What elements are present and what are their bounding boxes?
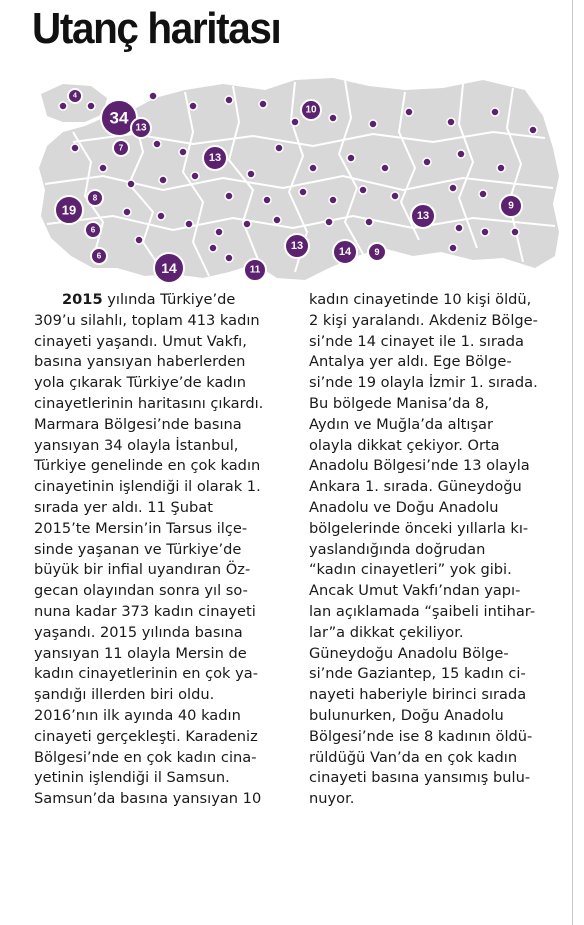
article-line: yaşandı. 2015 yılında basına: [34, 623, 243, 641]
province-count-label: 6: [90, 225, 96, 235]
province-count-label: 7: [118, 143, 124, 153]
article-line: Ankara 1. sırada. Güneydoğu: [309, 478, 522, 496]
province-dot: [159, 176, 167, 184]
turkey-map: [33, 72, 563, 295]
article-line: kadın cinayetlerinin en çok ya-: [34, 665, 258, 683]
article-line: Türkiye genelinde en çok kadın: [34, 457, 261, 475]
province-dot: [225, 192, 233, 200]
article-line: cinayetlerinin haritasını çıkardı.: [34, 394, 264, 412]
article-line: sırada yer aldı. 11 Şubat: [34, 498, 213, 516]
article-line: rüldüğü Van’da en çok kadın: [309, 748, 518, 766]
article-line: nuna kadar 373 kadın cinayeti: [34, 602, 256, 620]
province-count-label: 6: [96, 251, 102, 261]
article-line: Antalya yer aldı. Ege Bölge-: [309, 353, 512, 371]
article-line: cinayeti gerçekleşti. Karadeniz: [34, 727, 258, 745]
province-dot: [275, 144, 283, 152]
article-line: [34, 290, 287, 311]
province-dot: [71, 144, 79, 152]
province-dot: [369, 120, 377, 128]
article-line: Marmara Bölgesi’nde basına: [34, 415, 242, 433]
article-line: yaslandığında doğrudan: [309, 540, 486, 558]
province-count-label: 9: [374, 247, 380, 257]
article-line: yansıyan 34 olayla İstanbul,: [34, 436, 239, 454]
province-count-label: 11: [249, 264, 261, 276]
page-edge-rule: [572, 0, 584, 925]
article-line: si’nde 19 olayla İzmir 1. sırada.: [309, 374, 538, 392]
province-dot: [457, 150, 465, 158]
province-count-label: 9: [508, 200, 514, 212]
article-line: nayeti haberiyle birinci sırada: [309, 686, 527, 704]
province-dot: [179, 148, 187, 156]
province-dot: [449, 244, 457, 252]
province-dot: [273, 216, 281, 224]
article-column-left: [34, 290, 287, 810]
article-line: bölgelerinde önceki yıllarla kı-: [309, 519, 529, 537]
article-line: si’nde 14 cinayet ile 1. sırada: [309, 332, 524, 350]
province-count-label: 14: [338, 246, 352, 258]
article-line: Anadolu ve Doğu Anadolu: [309, 498, 499, 516]
province-count-label: 14: [161, 260, 177, 276]
article-line: Anadolu Bölgesi’nde 13 olayla: [309, 457, 530, 475]
article-line: şandığı illerden biri oldu.: [34, 686, 215, 704]
province-dot: [529, 126, 537, 134]
province-dot: [481, 228, 489, 236]
province-dot: [247, 170, 255, 178]
article-line: 2015’te Mersin’in Tarsus ilçe-: [34, 519, 248, 537]
article-line: nuyor.: [309, 790, 355, 808]
province-count-label: 13: [290, 240, 304, 252]
province-dot: [309, 164, 317, 172]
province-dot: [189, 102, 197, 110]
article-column-right: [309, 290, 562, 810]
article-line: 2 kişi yaralandı. Akdeniz Bölge-: [309, 311, 538, 329]
province-dot: [329, 114, 337, 122]
province-dot: [215, 228, 223, 236]
province-dot: [123, 208, 131, 216]
province-dot: [405, 108, 413, 116]
province-dot: [225, 254, 233, 262]
article-line: cinayeti basına yansımış bulu-: [309, 769, 531, 787]
province-dot: [127, 180, 135, 188]
province-dot: [347, 154, 355, 162]
article-line: cinayetinin işlendiği il olarak 1.: [34, 478, 261, 496]
article-line: Bu bölgede Manisa’da 8,: [309, 394, 490, 412]
province-dot: [449, 184, 457, 192]
headline: Utanç haritası: [32, 4, 281, 53]
article-lead-year: 2015: [62, 291, 103, 308]
province-dot: [157, 212, 165, 220]
article-line: Bölgesi’nde en çok kadın cina-: [34, 748, 257, 766]
article-lead-text: yılında Türkiye’de: [102, 291, 236, 308]
article-line: Ancak Umut Vakfı’ndan yapı-: [309, 582, 521, 600]
province-dot: [149, 92, 157, 100]
article-line: cinayeti yaşandı. Umut Vakfı,: [34, 332, 247, 350]
province-dot: [135, 236, 143, 244]
province-dot: [423, 158, 431, 166]
province-dot: [263, 196, 271, 204]
province-count-label: 13: [416, 210, 430, 222]
article-line: büyük bir infial uyandıran Öz-: [34, 561, 251, 579]
province-dot: [299, 188, 307, 196]
province-dot: [87, 102, 95, 110]
article-line: basına yansıyan haberlerden: [34, 353, 246, 371]
province-dot: [455, 224, 463, 232]
article-line: kadın cinayetinde 10 kişi öldü,: [309, 291, 532, 308]
article-line: si’nde Gaziantep, 15 kadın ci-: [309, 665, 526, 683]
province-count-label: 8: [92, 193, 98, 203]
province-dot: [153, 140, 161, 148]
province-count-label: 4: [73, 92, 77, 100]
province-dot: [59, 102, 67, 110]
article-line: olayla dikkat çekiyor. Orta: [309, 436, 500, 454]
province-dot: [491, 108, 499, 116]
province-dot: [391, 192, 399, 200]
article-line: yetinin işlendiği il Samsun.: [34, 769, 230, 787]
province-dot: [291, 118, 299, 126]
article-line: 2016’nın ilk ayında 40 kadın: [34, 706, 241, 724]
province-dot: [511, 228, 519, 236]
article-line: gecan olayından sonra yıl so-: [34, 582, 248, 600]
article-line: Aydın ve Muğla’da altışar: [309, 415, 493, 433]
article-line: sinde yaşanan ve Türkiye’de: [34, 540, 242, 558]
article-line: bulunurken, Doğu Anadolu: [309, 706, 504, 724]
province-dot: [447, 118, 455, 126]
province-count-label: 10: [305, 104, 317, 116]
article-line: Samsun’da basına yansıyan 10: [34, 790, 262, 808]
article-line: lar”a dikkat çekiliyor.: [309, 623, 464, 641]
province-dot: [479, 190, 487, 198]
province-dot: [359, 186, 367, 194]
article-line: lan açıklamada “şaibeli intihar-: [309, 602, 536, 620]
province-dot: [365, 218, 373, 226]
province-count-label: 34: [109, 108, 129, 128]
article-line: “kadın cinayetleri” yok gibi.: [309, 561, 512, 579]
province-count-label: 19: [61, 202, 77, 218]
province-count-label: 13: [208, 152, 222, 164]
province-dot: [243, 220, 251, 228]
province-dot: [225, 96, 233, 104]
province-dot: [381, 164, 389, 172]
province-count-label: 13: [135, 122, 147, 134]
province-dot: [325, 218, 333, 226]
province-dot: [209, 244, 217, 252]
article-line: Bölgesi’nde ise 8 kadının öldü-: [309, 727, 533, 745]
province-dot: [259, 100, 267, 108]
article-line: Güneydoğu Anadolu Bölge-: [309, 644, 509, 662]
province-dot: [329, 196, 337, 204]
province-dot: [99, 164, 107, 172]
province-dot: [185, 220, 193, 228]
province-dot: [497, 164, 505, 172]
province-dot: [191, 172, 199, 180]
article-line: yola çıkarak Türkiye’de kadın: [34, 374, 246, 392]
article-line: 309’u silahlı, toplam 413 kadın: [34, 311, 260, 329]
article-line: yansıyan 11 olayla Mersin de: [34, 644, 247, 662]
